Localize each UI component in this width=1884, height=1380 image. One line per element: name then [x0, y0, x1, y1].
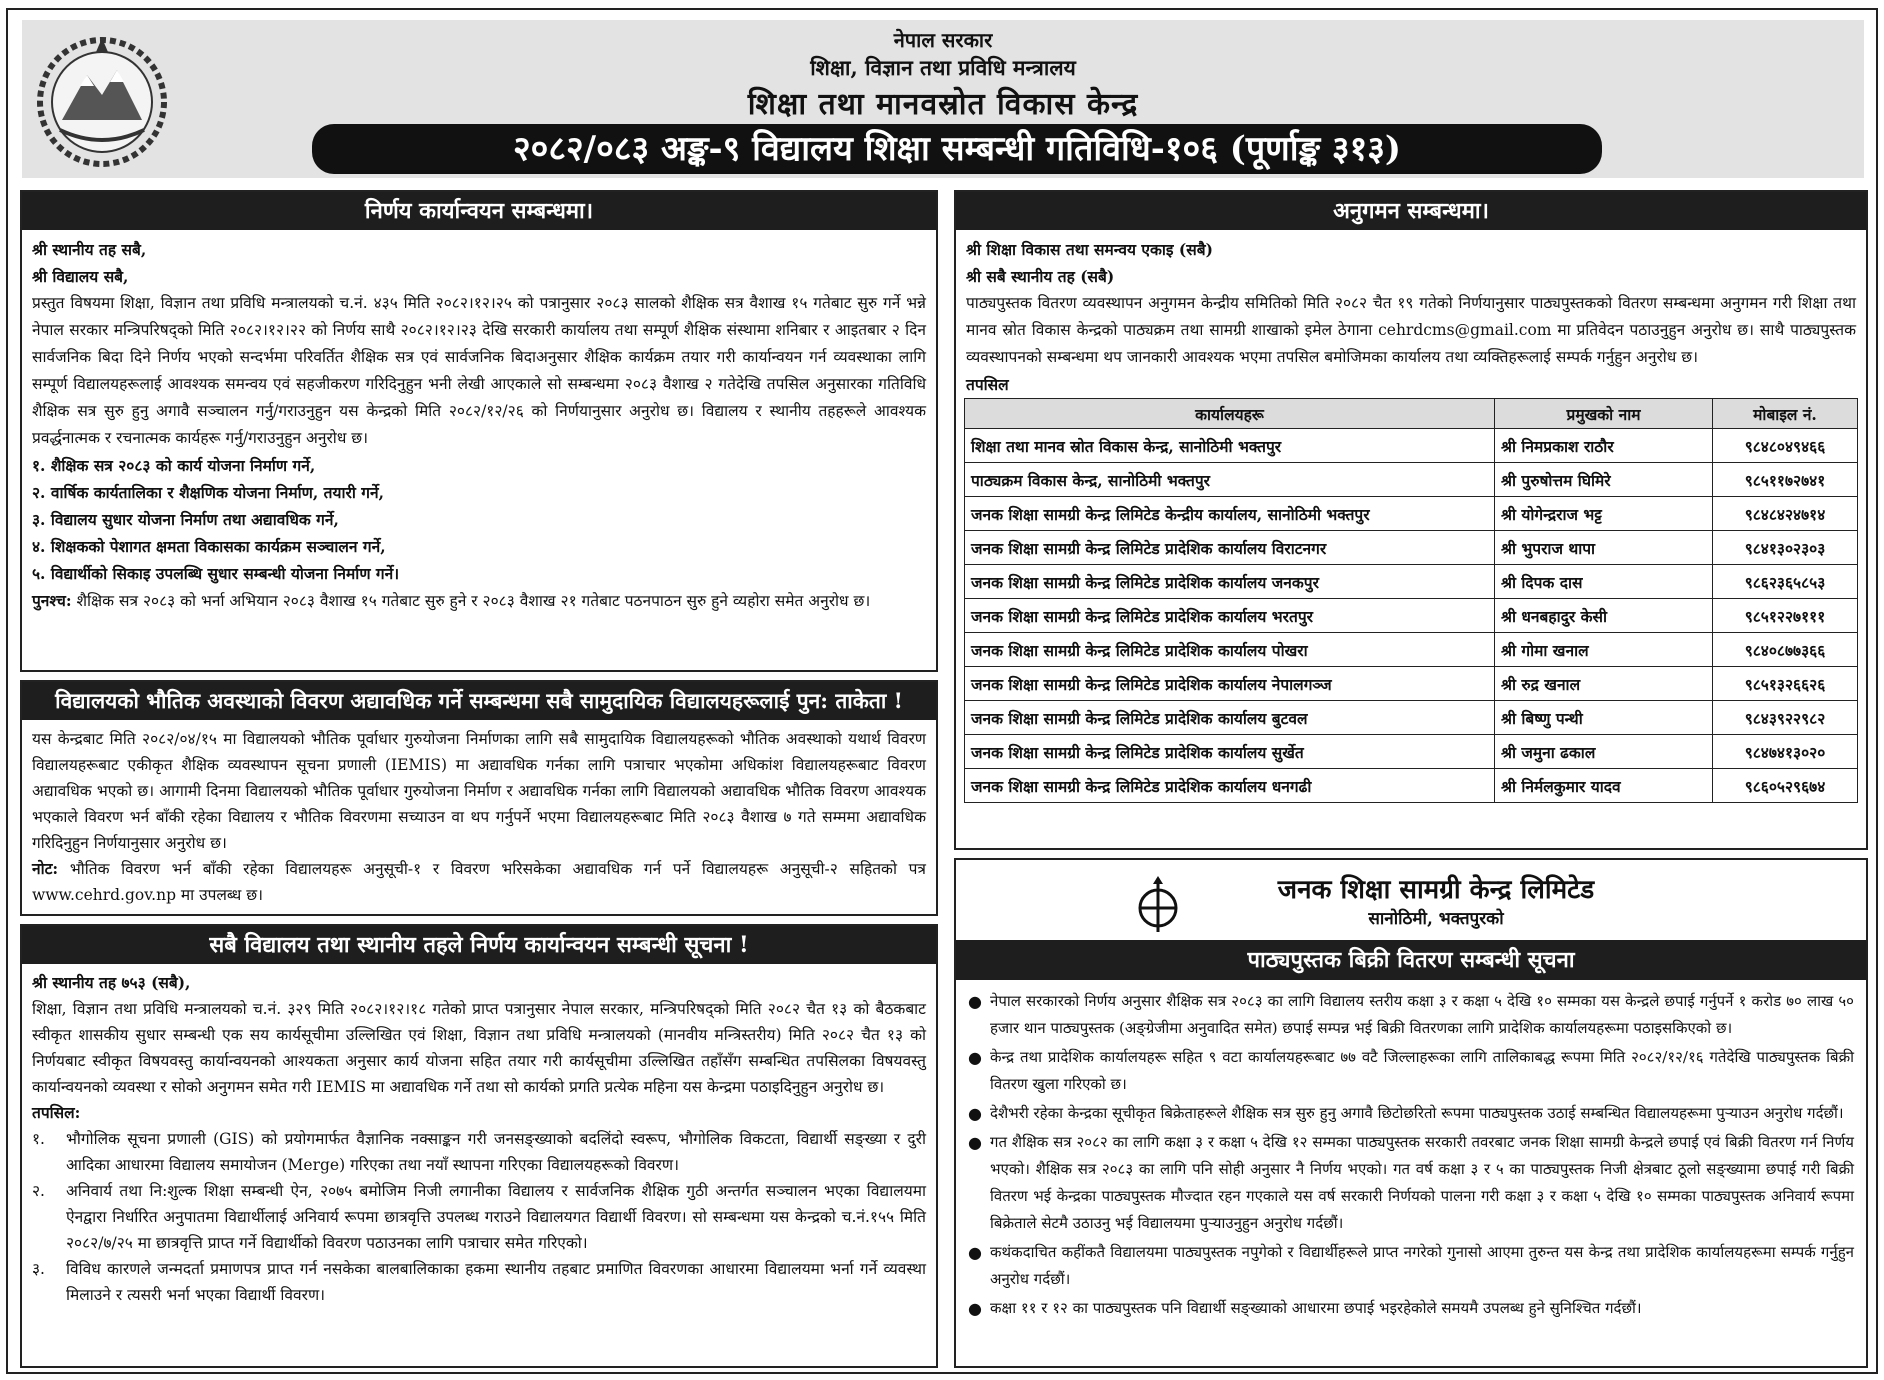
ps-text: शैक्षिक सत्र २०८३ को भर्ना अभियान २०८३ वैशाख १५ गतेबाट सुरु हुने र २०८३ वैशाख २१ गतेबाट पठनपाठन सुरु हुने व्यहोरा समेत अनुरोध छ।	[76, 592, 871, 610]
bullet-icon: ●	[968, 992, 982, 1011]
table-row	[965, 633, 1858, 667]
section-title: पाठ्यपुस्तक बिक्री वितरण सम्बन्धी सूचना	[956, 940, 1866, 980]
list-item: ● गत शैक्षिक सत्र २०८२ का लागि कक्षा ३ र कक्षा ५ देखि १२ सम्मका पाठ्यपुस्तक सरकारी तवरबाट जनक शिक्षा सामग्री केन्द्रले छपाई एवं बिक्री वितरण गर्न निर्णय भएको। शैक्षिक सत्र २०८३ का लागि पनि सोही अनुसार नै निर्णय भएको। गत वर्ष कक्षा ३ र ५ का पाठ्यपुस्तक निजी क्षेत्रबाट ठूलो सङ्ख्यामा छपाई गरी बिक्री वितरण भई केन्द्रका पाठ्यपुस्तक मौज्दात रहन गएकाले यस वर्ष सरकारी निर्णयको पालना गरी कक्षा ३ र कक्षा ५ देखि १० सम्मका पाठ्यपुस्तक अनिवार्य रूपमा बिक्रेताले सेटमै उठाउनु भई विद्यालयमा पुऱ्याउनुहुन अनुरोध गर्दछौं।	[968, 1129, 1854, 1237]
textbook-distribution-section	[954, 858, 1868, 1368]
monitoring-section	[954, 190, 1868, 850]
chief-cell: श्री गोमा खनाल	[1495, 633, 1713, 667]
center-name: शिक्षा तथा मानवस्रोत विकास केन्द्र	[747, 87, 1139, 122]
notice-bullets	[956, 984, 1866, 1328]
bullet-icon: ●	[968, 1048, 982, 1067]
table-row	[965, 463, 1858, 497]
mobile-cell: ९८४१३०२३०३	[1713, 531, 1858, 565]
mobile-cell: ९८४८०४९४६६	[1713, 429, 1858, 463]
company-address: सानोठिमी, भक्तपुरको	[1368, 909, 1504, 929]
issue-banner: २०८२/०८३ अङ्क-९ विद्यालय शिक्षा सम्बन्धी गतिविधि-१०६ (पूर्णाङ्क ३१३)	[312, 124, 1602, 174]
addressee: श्री सबै स्थानीय तह (सबै)	[966, 267, 1115, 286]
list-item: ● कथंकदाचित कहींकतै विद्यालयमा पाठ्यपुस्तक नपुगेको र विद्यार्थीहरूले प्राप्त नगरेको गुनासो आएमा तुरुन्त यस केन्द्र तथा प्रादेशिक कार्यालयहरूमा सम्पर्क गर्नुहुन अनुरोध गर्दछौं।	[968, 1239, 1854, 1293]
column-header: मोबाइल नं.	[1713, 399, 1858, 429]
chief-cell: श्री भुपराज थापा	[1495, 531, 1713, 565]
chief-cell: श्री योगेन्द्रराज भट्ट	[1495, 497, 1713, 531]
addressee: श्री स्थानीय तह सबै,	[32, 240, 147, 259]
chief-cell: श्री निर्मलकुमार यादव	[1495, 769, 1713, 803]
table-row	[965, 769, 1858, 803]
section-title: अनुगमन सम्बन्धमा।	[956, 192, 1866, 230]
notice-paragraph: प्रस्तुत विषयमा शिक्षा, विज्ञान तथा प्रविधि मन्त्रालयको च.नं. ४३५ मिति २०८२।१२।२५ को पत्रानुसार २०८३ सालको शैक्षिक सत्र वैशाख १५ गतेबाट सुरु गर्ने भन्ने नेपाल सरकार मन्त्रिपरिषद्को मिति २०८२।१२।२२ को निर्णय साथै २०८२।१२।२३ देखि सरकारी कार्यालय तथा सम्पूर्ण शैक्षिक संस्थामा शनिबार र आइतबार २ दिन सार्वजनिक बिदा दिने निर्णय भएको सन्दर्भमा परिवर्तित शैक्षिक सत्र एवं सार्वजनिक बिदाअनुसार शैक्षिक कार्यक्रम तयार गरी कार्यान्वयन गर्न व्यवस्थाका लागि सम्पूर्ण विद्यालयहरूलाई आवश्यक समन्वय एवं सहजीकरण गरिदिनुहुन भनी लेखी आएकाले सो सम्बन्धमा २०८३ वैशाख २ गतेदेखि तपसिल अनुसारका गतिविधि शैक्षिक सत्र सुरु हुनु अगावै सञ्चालन गर्नु/गराउनुहुन यस केन्द्रको मिति २०८२/१२/२६ को निर्णयानुसार अनुरोध छ। विद्यालय र स्थानीय तहहरूले आवश्यक प्रवर्द्धनात्मक र रचनात्मक कार्यहरू गर्नु/गराउनुहुन अनुरोध छ।	[32, 294, 926, 447]
mobile-cell: ९८४८४२४७१४	[1713, 497, 1858, 531]
ps-label: पुनश्च:	[32, 591, 72, 610]
office-cell: जनक शिक्षा सामग्री केन्द्र लिमिटेड केन्द्रीय कार्यालय, सानोठिमी भक्तपुर	[965, 497, 1495, 531]
list-item: १. शैक्षिक सत्र २०८३ को कार्य योजना निर्माण गर्ने,	[32, 456, 316, 475]
list-item: ३. विद्यालय सुधार योजना निर्माण तथा अद्यावधिक गर्ने,	[32, 510, 339, 529]
chief-cell: श्री रुद्र खनाल	[1495, 667, 1713, 701]
offices-table	[964, 398, 1858, 803]
list-item: ● देशैभरी रहेका केन्द्रका सूचीकृत बिक्रेताहरूले शैक्षिक सत्र सुरु हुनु अगावै छिटोछरितो रूपमा पाठ्यपुस्तक उठाई सम्बन्धित विद्यालयहरूमा पुऱ्याउन अनुरोध गर्दछौं।	[968, 1100, 1854, 1127]
list-item: ५. विद्यार्थीको सिकाइ उपलब्धि सुधार सम्बन्धी योजना निर्माण गर्ने।	[32, 564, 400, 583]
mobile-cell: ९८६०५२९६७४	[1713, 769, 1858, 803]
notice-paragraph: शिक्षा, विज्ञान तथा प्रविधि मन्त्रालयको च.नं. ३२९ मिति २०८२।१२।१८ गतेको प्राप्त पत्रानुसार नेपाल सरकार, मन्त्रिपरिषद्को मिति २०८२ चैत १३ को बैठकबाट स्वीकृत शासकीय सुधार सम्बन्धी एक सय कार्यसूचीमा उल्लिखित एवं शिक्षा, विज्ञान तथा प्रविधि मन्त्रालयको (मानवीय मन्त्रिस्तरीय) मिति २०८२ चैत १३ को निर्णयबाट स्वीकृत विषयवस्तु कार्यान्वयनको आश्यकता अनुसार कार्य योजना सहित तयार गरी कार्यसूचीमा उल्लिखित तहाँसँग सम्बन्धित तपसिलका विषयवस्तु कार्यान्वयनको व्यवस्था र सोको अनुगमन समेत गरी IEMIS मा अद्यावधिक गर्ने तथा सो कार्यको प्रगति प्रत्येक महिना यस केन्द्रमा पठाइदिनुहुन अनुरोध छ।	[32, 1000, 926, 1096]
chief-cell: श्री धनबहादुर केसी	[1495, 599, 1713, 633]
table-row	[965, 429, 1858, 463]
physical-status-section	[20, 680, 938, 916]
chief-cell: श्री दिपक दास	[1495, 565, 1713, 599]
table-row	[965, 497, 1858, 531]
office-cell: जनक शिक्षा सामग्री केन्द्र लिमिटेड प्रादेशिक कार्यालय पोखरा	[965, 633, 1495, 667]
list-item: २. अनिवार्य तथा नि:शुल्क शिक्षा सम्बन्धी ऐन, २०७५ बमोजिम निजी लगानीका विद्यालय र सार्वजनिक शैक्षिक गुठी अन्तर्गत सञ्चालन भएका विद्यालयमा ऐनद्वारा निर्धारित अनुपातमा विद्यार्थीलाई अनिवार्य रूपमा छात्रवृत्ति उपलब्ध गराउने विद्यालयगत विद्यार्थी विवरण। सो सम्बन्धमा यस केन्द्रको च.नं.१५५ मिति २०८२/७/२५ मा छात्रवृत्ति प्राप्त गर्ने विद्यार्थीको विवरण पठाउनका लागि पत्राचार समेत गरिएको।	[32, 1182, 926, 1252]
table-row	[965, 667, 1858, 701]
list-item: ● नेपाल सरकारको निर्णय अनुसार शैक्षिक सत्र २०८३ का लागि विद्यालय स्तरीय कक्षा ३ र कक्षा ५ देखि १० सम्मका यस केन्द्रले छपाई गर्नुपर्ने १ करोड ७० लाख ५० हजार थान पाठ्यपुस्तक (अङ्ग्रेजीमा अनुवादित समेत) छपाई सम्पन्न भई बिक्री वितरणका लागि प्रादेशिक कार्यालयहरूमा पठाइसकिएको छ।	[968, 988, 1854, 1042]
note	[32, 856, 926, 908]
postscript	[32, 587, 926, 615]
list-item: ● केन्द्र तथा प्रादेशिक कार्यालयहरू सहित ९ वटा कार्यालयहरूबाट ७७ वटै जिल्लाहरूका लागि तालिकाबद्ध रूपमा मिति २०८२/१२/१६ गतेदेखि पाठ्यपुस्तक बिक्री वितरण खुला गरिएको छ।	[968, 1044, 1854, 1098]
chief-cell: श्री जमुना ढकाल	[1495, 735, 1713, 769]
office-cell: शिक्षा तथा मानव स्रोत विकास केन्द्र, सानोठिमी भक्तपुर	[965, 429, 1495, 463]
chief-cell: श्री निमप्रकाश राठौर	[1495, 429, 1713, 463]
chief-cell: श्री पुरुषोत्तम घिमिरे	[1495, 463, 1713, 497]
office-cell: जनक शिक्षा सामग्री केन्द्र लिमिटेड प्रादेशिक कार्यालय बुटवल	[965, 701, 1495, 735]
list-item: ४. शिक्षकको पेशागत क्षमता विकासका कार्यक्रम सञ्चालन गर्ने,	[32, 537, 386, 556]
local-level-notice-section	[20, 924, 938, 1368]
column-header: कार्यालयहरू	[965, 399, 1495, 429]
office-cell: पाठ्यक्रम विकास केन्द्र, सानोठिमी भक्तपुर	[965, 463, 1495, 497]
chief-cell: श्री बिष्णु पन्थी	[1495, 701, 1713, 735]
addressee: श्री स्थानीय तह ७५३ (सबै),	[32, 973, 191, 992]
table-row	[965, 735, 1858, 769]
list-item: ३. विविध कारणले जन्मदर्ता प्रमाणपत्र प्राप्त गर्न नसकेका बालबालिकाका हकमा स्थानीय तहबाट प्रमाणित विवरणका आधारमा विद्यालयमा भर्ना गर्ने व्यवस्था मिलाउने र त्यसरी भर्ना भएका विद्यार्थी विवरण।	[32, 1260, 926, 1304]
table-row	[965, 565, 1858, 599]
office-cell: जनक शिक्षा सामग्री केन्द्र लिमिटेड प्रादेशिक कार्यालय धनगढी	[965, 769, 1495, 803]
list-item: ● कक्षा ११ र १२ का पाठ्यपुस्तक पनि विद्यार्थी सङ्ख्याको आधारमा छपाई भइरहेकोले समयमै उपलब्ध हुने सुनिश्चित गर्दछौं।	[968, 1295, 1854, 1322]
note-label: नोट:	[32, 859, 59, 878]
section-title: विद्यालयको भौतिक अवस्थाको विवरण अद्यावधिक गर्ने सम्बन्धमा सबै सामुदायिक विद्यालयहरूलाई पुन: ताकेता !	[22, 682, 936, 720]
section-title: निर्णय कार्यान्वयन सम्बन्धमा।	[22, 192, 936, 230]
tapsil-label: तपसिल:	[32, 1103, 81, 1122]
mobile-cell: ९८६२३६५८५३	[1713, 565, 1858, 599]
tapsil-label: तपसिल	[966, 375, 1009, 394]
notice-paragraph: पाठ्यपुस्तक वितरण व्यवस्थापन अनुगमन केन्द्रीय समितिको मिति २०८२ चैत १९ गतेको निर्णयानुसार पाठ्यपुस्तकको वितरण सम्बन्धमा अनुगमन गरी शिक्षा तथा मानव स्रोत विकास केन्द्रको पाठ्यक्रम तथा सामग्री शाखाको इमेल ठेगाना cehrdcms@gmail.com मा प्रतिवेदन पठाउनुहुन अनुरोध छ। साथै पाठ्यपुस्तक व्यवस्थापनको सम्बन्धमा थप जानकारी आवश्यक भएमा तपसिल बमोजिमका कार्यालय तथा व्यक्तिहरूलाई सम्पर्क गर्नुहुन अनुरोध छ।	[966, 294, 1856, 366]
bullet-icon: ●	[968, 1133, 982, 1152]
table-row	[965, 701, 1858, 735]
office-cell: जनक शिक्षा सामग्री केन्द्र लिमिटेड प्रादेशिक कार्यालय भरतपुर	[965, 599, 1495, 633]
section-title: सबै विद्यालय तथा स्थानीय तहले निर्णय कार्यान्वयन सम्बन्धी सूचना !	[22, 926, 936, 964]
mobile-cell: ९८४३९२२९८२	[1713, 701, 1858, 735]
bullet-icon: ●	[968, 1104, 982, 1123]
office-cell: जनक शिक्षा सामग्री केन्द्र लिमिटेड प्रादेशिक कार्यालय नेपालगञ्ज	[965, 667, 1495, 701]
company-name: जनक शिक्षा सामग्री केन्द्र लिमिटेड	[1277, 875, 1595, 905]
addressee: श्री विद्यालय सबै,	[32, 267, 129, 286]
ministry-name: शिक्षा, विज्ञान तथा प्रविधि मन्त्रालय	[810, 55, 1076, 80]
office-cell: जनक शिक्षा सामग्री केन्द्र लिमिटेड प्रादेशिक कार्यालय सुर्खेत	[965, 735, 1495, 769]
table-row	[965, 531, 1858, 565]
column-header: प्रमुखको नाम	[1495, 399, 1713, 429]
mobile-cell: ९८४७४१३०२०	[1713, 735, 1858, 769]
mobile-cell: ९८५११७२७४१	[1713, 463, 1858, 497]
bullet-icon: ●	[968, 1299, 982, 1318]
decision-implementation-section	[20, 190, 938, 672]
header	[22, 20, 1864, 178]
govt-name: नेपाल सरकार	[893, 28, 993, 52]
bullet-icon: ●	[968, 1243, 982, 1262]
note-text: भौतिक विवरण भर्न बाँकी रहेका विद्यालयहरू अनुसूची-१ र विवरण भरिसकेका अद्यावधिक गर्न पर्ने विद्यालयहरू अनुसूची-२ सहितको पत्र www.cehrd.gov.np मा उपलब्ध छ।	[32, 860, 926, 904]
mobile-cell: ९८५१२२७१११	[1713, 599, 1858, 633]
addressee: श्री शिक्षा विकास तथा समन्वय एकाइ (सबै)	[966, 240, 1213, 259]
mobile-cell: ९८५१३२६६२६	[1713, 667, 1858, 701]
notice-paragraph: यस केन्द्रबाट मिति २०८२/०४/१५ मा विद्यालयको भौतिक पूर्वाधार गुरुयोजना निर्माणका लागि सबै सामुदायिक विद्यालयहरूको भौतिक अवस्थाको यथार्थ विवरण विद्यालयहरूबाट एकीकृत शैक्षिक व्यवस्थापन सूचना प्रणाली (IEMIS) मा अद्यावधिक गर्नका लागि पत्राचार भएकोमा अधिकांश विद्यालयहरूबाट विवरण अद्यावधिक भएको छ। आगामी दिनमा विद्यालयको भौतिक पूर्वाधार गुरुयोजना निर्माण र अद्यावधिक गर्नका लागि विद्यालयको अद्यावधिक भौतिक विवरण आवश्यक भएकाले विवरण भर्न बाँकी रहेका विद्यालय र भौतिक विवरणमा सच्याउन वा थप गर्नुपर्ने भएमा विद्यालयहरूबाट मिति २०८३ वैशाख ७ गते सम्ममा अद्यावधिक गरिदिनुहुन निर्णयानुसार अनुरोध छ।	[32, 730, 926, 852]
notice-page	[6, 8, 1878, 1374]
office-cell: जनक शिक्षा सामग्री केन्द्र लिमिटेड प्रादेशिक कार्यालय जनकपुर	[965, 565, 1495, 599]
mobile-cell: ९८४०८७७३६६	[1713, 633, 1858, 667]
office-cell: जनक शिक्षा सामग्री केन्द्र लिमिटेड प्रादेशिक कार्यालय विराटनगर	[965, 531, 1495, 565]
list-item: १. भौगोलिक सूचना प्रणाली (GIS) को प्रयोगमार्फत वैज्ञानिक नक्साङ्कन गरी जनसङ्ख्याको बदलिंदो स्वरूप, भौगोलिक विकटता, विद्यार्थी सङ्ख्या र दुरी आदिका आधारमा विद्यालय समायोजन (Merge) गरिएका तथा नयाँ स्थापना गरिएका विद्यालयहरूको विवरण।	[32, 1130, 926, 1174]
table-row	[965, 599, 1858, 633]
list-item: २. वार्षिक कार्यतालिका र शैक्षणिक योजना निर्माण, तयारी गर्ने,	[32, 483, 384, 502]
